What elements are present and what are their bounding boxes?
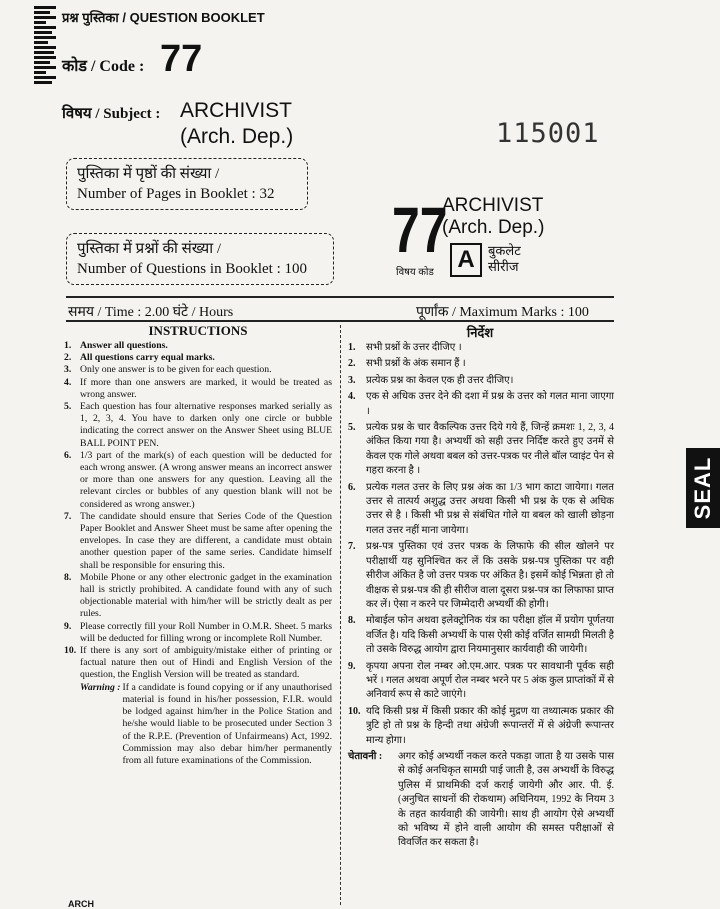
list-item — [64, 377, 332, 401]
column-divider — [340, 325, 341, 905]
subject-value: ARCHIVIST — [180, 99, 293, 122]
series-subject: ARCHIVIST — [442, 195, 544, 216]
list-item-number: 10. — [64, 645, 77, 657]
list-item-number: 6. — [348, 481, 356, 493]
list-item-number: 2. — [348, 358, 356, 370]
list-item-text: प्रत्येक गलत उत्तर के लिए प्रश्न अंक का 1/3 भाग काटा जायेगा। गलत उत्तर से तात्पर्य अशुद्ध उत्तर अथवा किसी भी प्रश्न के एक से अधिक उत्तर से है । किसी भी प्रश्न से संबंधित गोले या बबल को खाली छोड़ना गलत उत्तर नहीं माना जायेगा। — [366, 481, 614, 536]
list-item-text: सभी प्रश्नों के उत्तर दीजिए । — [366, 342, 462, 353]
list-item-text: Each question has four alternative responses marked serially as 1, 2, 3, 4. You have to darken only one circle or bubble indicating the correct answer on the Answer Sheet using BLUE BALL POINT PEN. — [80, 401, 332, 449]
list-item — [348, 614, 614, 657]
list-item-number: 8. — [348, 615, 356, 627]
list-item-number: 3. — [64, 364, 72, 376]
list-item-text: प्रत्येक प्रश्न के चार वैकल्पिक उत्तर दिये गये हैं, जिन्हें क्रमशः 1, 2, 3, 4 अंकित किया गया है। अभ्यर्थी को सही उत्तर निर्दिष्ट करते हुए उनमें से केवल एक गोले अथवा बबल को उत्तर-पत्रक पर नीले बॉल प्वाइंट पेन से गहरा करना है । — [366, 422, 614, 477]
series-letter-box: A — [450, 243, 482, 277]
list-item-number: 4. — [348, 391, 356, 403]
list-item-text: प्रश्न-पत्र पुस्तिका एवं उत्तर पत्रक के लिफाफे की सील खोलने पर परीक्षार्थी यह सुनिश्चित कर लें कि उसके प्रश्न-पत्र पुस्तिका पर वही सीरीज अंकित है जो उत्तर पत्रक पर अंकित है। इसमें कोई भिन्नता हो तो वीक्षक से प्रश्न-पत्र की ही सीरीज वाला दूसरा प्रश्न-पत्र का लिफाफा प्राप्त कर लें। ऐसा न करने पर जिम्मेदारी अभ्यर्थी की होगी। — [366, 541, 614, 610]
list-item — [348, 705, 614, 748]
marks-label: पूर्णांक / Maximum Marks : 100 — [416, 305, 589, 320]
list-item-number: 3. — [348, 374, 356, 386]
pages-hi: पुस्तिका में पृष्ठों की संख्या / — [77, 166, 220, 182]
seal-text: SEAL — [690, 456, 715, 520]
list-item-number: 10. — [348, 705, 361, 717]
divider-top — [66, 296, 614, 298]
list-item — [64, 364, 332, 376]
list-item — [348, 540, 614, 612]
list-item-text: Please correctly fill your Roll Number in O.M.R. Sheet. 5 marks will be deducted for filling wrong or incomplete Roll Number. — [80, 620, 332, 644]
list-item — [64, 511, 332, 572]
warning-en-text: If a candidate is found copying or if any unauthorised material is found in his/her possession, F.I.R. would be lodged against him/her in the Police Station and he/she would liable to be prosecuted under Section 3 of the R.P.E. (Prevention of Unfairmeans) Act, 1992. Commission may also debar him/her permanently from all future examinations of the Commission. — [122, 681, 332, 766]
divider-mid — [66, 320, 614, 322]
list-item — [348, 374, 614, 388]
code-label: कोड / Code : — [62, 58, 145, 75]
list-item-number: 1. — [348, 342, 356, 353]
list-item-text: If there is any sort of ambiguity/mistake either of printing or factual nature then out of Hindi and English Version of the question, the English Version will be treated as standard. — [80, 645, 332, 681]
code-value: 77 — [160, 38, 203, 80]
list-item — [64, 352, 332, 364]
list-item-text: एक से अधिक उत्तर देने की दशा में प्रश्न के उत्तर को गलत माना जाएगा । — [366, 391, 614, 417]
list-item — [348, 660, 614, 703]
seal-tab — [686, 448, 720, 528]
instructions-hi-title: निर्देश — [466, 325, 494, 340]
warning-hi — [348, 750, 614, 851]
list-item-text: मोबाईल फोन अथवा इलेक्ट्रोनिक यंत्र का परीक्षा हॉल में प्रयोग पूर्णतया वर्जित है। यदि किसी अभ्यर्थी के पास ऐसी कोई वर्जित सामग्री मिलती है तो उसके विरुद्ध आयोग द्वारा नियमानुसार कार्यवाही की जायेगी। — [366, 615, 614, 656]
footer-text: ARCH — [68, 899, 94, 909]
questions-hi: पुस्तिका में प्रश्नों की संख्या / — [77, 241, 222, 257]
list-item — [348, 357, 614, 371]
list-item-number: 4. — [64, 376, 72, 388]
list-item — [348, 390, 614, 419]
series-hi-label — [488, 243, 521, 275]
list-item-number: 9. — [348, 660, 356, 672]
serial-number: 115001 — [496, 118, 600, 149]
series-subject-sub: (Arch. Dep.) — [442, 217, 545, 238]
pages-box — [66, 158, 308, 210]
list-item-text: Answer all questions. — [80, 340, 168, 351]
list-item-text: 1/3 part of the mark(s) of each question will be deducted for each wrong answer. (A wrong answer means an incorrect answer or more than one answers for any question. Leaving all the relevant circles or bubbles of any question blank will not be considered as wrong answer.) — [80, 449, 332, 510]
list-item — [64, 572, 332, 621]
list-item — [348, 421, 614, 479]
series-hi-line2: सीरीज — [488, 259, 519, 274]
list-item — [64, 450, 332, 511]
questions-box — [66, 233, 334, 285]
warning-en — [80, 682, 332, 767]
series-code-hi-label: विषय कोड — [396, 267, 434, 278]
list-item — [64, 621, 332, 645]
warning-hi-text: अगर कोई अभ्यर्थी नकल करते पकड़ा जाता है या उसके पास से कोई अनधिकृत सामग्री पाई जाती है, उस अभ्यर्थी के विरुद्ध पुलिस में प्राथमिकी दर्ज कराई जायेगी और आर. पी. ई. (अनुचित साधनों की रोकथाम) अधिनियम, 1992 के नियम 3 के तहत कार्यवाही की जायेगी। साथ ही आयोग ऐसे अभ्यर्थी को भविष्य में होने वाली आयोग की समस्त परीक्षाओं से विवर्जित कर सकता है। — [398, 750, 614, 849]
list-item — [348, 481, 614, 539]
list-item — [64, 340, 332, 352]
instructions-en-list — [64, 340, 332, 767]
list-item-text: Only one answer is to be given for each question. — [80, 364, 272, 376]
list-item-text: The candidate should ensure that Series Code of the Question Paper Booklet and Answer Sheet must be same after opening the envelopes. In case they are different, a candidate must obtain another question paper of the same series. Candidate himself shall be responsible for ensuring this. — [80, 510, 332, 571]
series-code-big: 77 — [392, 194, 448, 266]
list-item-number: 1. — [64, 340, 72, 351]
list-item-text: If more than one answers are marked, it would be treated as wrong answer. — [80, 376, 332, 400]
list-item-text: Mobile Phone or any other electronic gadget in the examination hall is strictly prohibited. A candidate found with any of such objectionable material with him/her will be strictly dealt as per rules. — [80, 571, 332, 620]
list-item-number: 7. — [348, 541, 356, 553]
series-hi-line1: बुकलेट — [488, 243, 521, 258]
time-label: समय / Time : 2.00 घंटे / Hours — [68, 305, 234, 320]
booklet-label: प्रश्न पुस्तिका / QUESTION BOOKLET — [62, 10, 265, 25]
list-item-number: 2. — [64, 352, 72, 364]
list-item-text: यदि किसी प्रश्न में किसी प्रकार की कोई मुद्रण या तथ्यात्मक प्रकार की त्रुटि हो तो प्रश्न के हिन्दी तथा अंग्रेजी रूपान्तरों में से अंग्रेजी रूपान्तर मान्य होगा। — [366, 705, 614, 746]
questions-en: Number of Questions in Booklet : 100 — [77, 261, 307, 277]
barcode — [34, 6, 56, 86]
list-item — [64, 401, 332, 450]
instructions-hi-list — [348, 341, 614, 851]
list-item-number: 9. — [64, 620, 72, 632]
list-item-number: 8. — [64, 571, 72, 583]
list-item-number: 5. — [64, 401, 72, 413]
list-item-text: All questions carry equal marks. — [80, 352, 215, 364]
list-item-text: कृपया अपना रोल नम्बर ओ.एम.आर. पत्रक पर सावधानी पूर्वक सही भरें । गलत अथवा अपूर्ण रोल नम्बर भरने पर 5 अंक कुल प्राप्तांकों में से अनिवार्य रूप से काटे जाएंगे। — [366, 660, 614, 701]
list-item — [64, 645, 332, 682]
instructions-title: INSTRUCTIONS — [148, 323, 248, 338]
list-item-number: 5. — [348, 422, 356, 434]
list-item-text: सभी प्रश्नों के अंक समान हैं । — [366, 358, 466, 370]
list-item-number: 7. — [64, 510, 72, 522]
warning-en-label: Warning : — [80, 681, 121, 693]
list-item-text: प्रत्येक प्रश्न का केवल एक ही उत्तर दीजिए। — [366, 374, 514, 386]
pages-en: Number of Pages in Booklet : 32 — [77, 186, 275, 202]
list-item-number: 6. — [64, 449, 72, 461]
list-item — [348, 341, 614, 355]
subject-sub: (Arch. Dep.) — [180, 125, 294, 148]
warning-hi-label: चेतावनी : — [348, 750, 383, 762]
subject-label: विषय / Subject : — [62, 106, 161, 122]
